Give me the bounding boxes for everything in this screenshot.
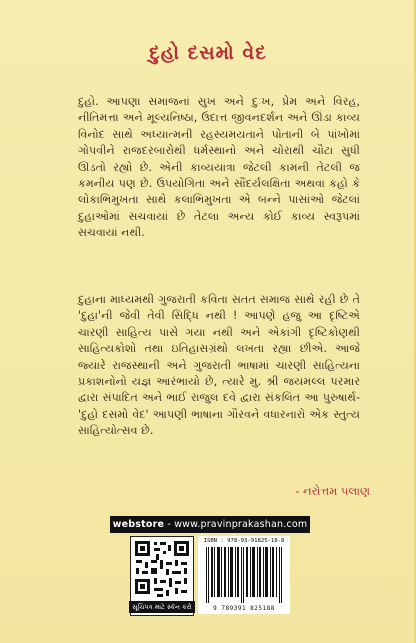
isbn-barcode bbox=[198, 536, 290, 614]
webstore-bar[interactable] bbox=[110, 516, 310, 533]
webstore-separator: - bbox=[164, 519, 175, 530]
isbn-text: ISBN : 978-93-91825-18-8 bbox=[203, 538, 285, 544]
ean-number: 9 789391 825188 bbox=[213, 605, 275, 612]
qr-code-icon bbox=[132, 538, 192, 600]
webstore-url[interactable]: www.pravinprakashan.com bbox=[174, 519, 308, 530]
webstore-label: webstore bbox=[112, 519, 165, 530]
book-title: દુહો દસમો વેદ bbox=[149, 42, 267, 64]
blurb-paragraph-1: દુહો. આપણા સમાજનાં સુખ અને દુઃખ, પ્રેમ અને વિરહ, નીતિમત્તા અને મૂલ્યનિષ્ઠા, ઉદાત્ત જીવનદર્શન અને ઊંડા કાવ્ય વિનોદ સાથે અધ્યાત્મની રહસ્યમયતાને પોતાની બે પાંખોમાં ગોપવીને રાજદરબારોથી ધર્મસ્થાનો અને ચોરાથી ચૌટા સુધી ઊડતો રહ્યો છે. એની કાવ્યયાત્રા જેટલી કામની તેટલી જ કમનીય પણ છે. ઉપયોગિતા અને સૌંદર્યલક્ષિતા અથવા કહો કે લોકાભિમુખતા સાથે કલાભિમુખતા એ બન્ને પાસાંઓ જેટલાં દુહાઓમાં સચવાયાં છે તેટલા અન્ય કોઈ કાવ્ય સ્વરૂપમાં સચવાયાં નથી. bbox=[78, 95, 360, 240]
qr-caption: સૂચિપત્ર માટે સ્કૅન કરો bbox=[129, 601, 195, 613]
author-signature: - નરોત્તમ પલાણ bbox=[295, 484, 370, 498]
barcode-icon bbox=[204, 547, 284, 603]
blurb-paragraph-2: દુહાના માધ્યમથી ગુજરાતી કવિતા સતત સમાજ સાથે રહી છે તે 'દુહા'ની જેવી તેવી સિદ્ધિ નથી ! આપણે હજુ આ દૃષ્ટિએ ચારણી સાહિત્ય પાસે ગયા નથી અને એકાંગી દૃષ્ટિકોણથી સાહિત્યકોશો તથા ઇતિહાસગ્રંથો લખતા રહ્યા છીએ. આજે જ્યારે રાજસ્થાની અને ગુજરાતી ભાષામાં ચારણી સાહિત્યના પ્રકાશનોનો યજ્ઞ આરંભાયો છે, ત્યારે મુ. શ્રી જયમલ્લ પરમાર દ્વારા સંપાદિત અને ભાઈ રાજુલ દવે દ્વારા સંકલિત આ પુરુષાર્થ- 'દુહો દસમો વેદ' આપણી ભાષાના ગૌરવને વધારનારો એક સ્તુત્ય સાહિત્યોત્સવ છે. bbox=[78, 293, 360, 438]
